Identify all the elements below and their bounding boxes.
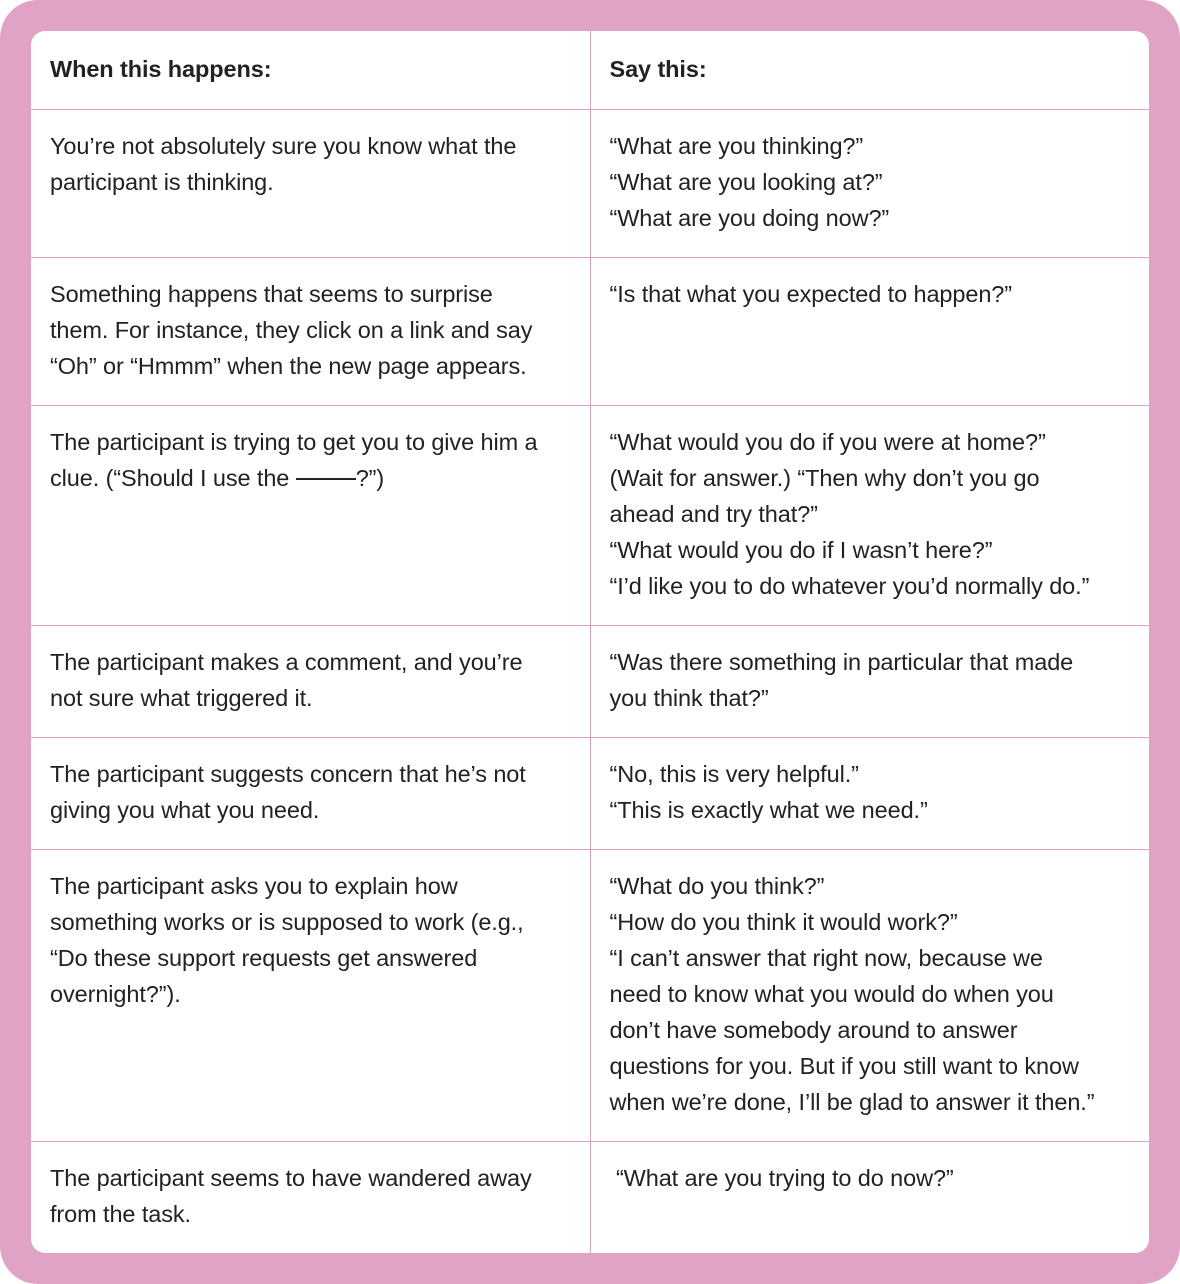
response-cell xyxy=(590,1141,1149,1253)
table-row xyxy=(31,257,1149,405)
response-line: “How do you think it would work?” xyxy=(609,908,958,935)
table-header-row xyxy=(31,31,1149,109)
situation-cell xyxy=(31,849,590,1141)
response-line: “I can’t answer that right now, because we xyxy=(609,944,1043,971)
situation-cell xyxy=(31,257,590,405)
situation-cell xyxy=(31,405,590,625)
situation-text: clue. (“Should I use the xyxy=(50,464,296,491)
response-line: you think that?” xyxy=(609,684,769,711)
situation-line: “Do these support requests get answered xyxy=(50,944,478,971)
response-line: need to know what you would do when you xyxy=(609,980,1054,1007)
situation-cell xyxy=(31,1141,590,1253)
response-line: questions for you. But if you still want to know xyxy=(609,1052,1079,1079)
response-line: “Is that what you expected to happen?” xyxy=(609,280,1012,307)
situation-line: giving you what you need. xyxy=(50,796,320,823)
table-card xyxy=(31,31,1149,1253)
situation-line: Something happens that seems to surprise xyxy=(50,280,493,307)
table-row xyxy=(31,625,1149,737)
header-say-this: Say this: xyxy=(609,56,707,82)
situation-line: not sure what triggered it. xyxy=(50,684,313,711)
situation-line: overnight?”). xyxy=(50,980,181,1007)
fill-in-blank xyxy=(296,478,356,480)
situation-cell xyxy=(31,737,590,849)
response-line: when we’re done, I’ll be glad to answer it then.” xyxy=(609,1088,1095,1115)
situation-text: ?”) xyxy=(355,464,385,491)
situation-line: The participant is trying to get you to give him a xyxy=(50,428,538,455)
situation-line xyxy=(50,460,572,496)
response-cell xyxy=(590,737,1149,849)
response-line: “What would you do if I wasn’t here?” xyxy=(609,536,993,563)
response-cell xyxy=(590,257,1149,405)
situation-line: The participant seems to have wandered away xyxy=(50,1164,532,1191)
response-cell xyxy=(590,405,1149,625)
response-cell xyxy=(590,849,1149,1141)
situation-line: You’re not absolutely sure you know what the xyxy=(50,132,517,159)
response-line: “What would you do if you were at home?” xyxy=(609,428,1046,455)
response-line: “What are you trying to do now?” xyxy=(609,1164,954,1191)
situation-cell xyxy=(31,109,590,257)
response-line: “What do you think?” xyxy=(609,872,825,899)
response-line: “What are you looking at?” xyxy=(609,168,883,195)
situation-line: from the task. xyxy=(50,1200,191,1227)
response-line: ahead and try that?” xyxy=(609,500,818,527)
table-row xyxy=(31,405,1149,625)
situation-line: something works or is supposed to work (e.g., xyxy=(50,908,524,935)
situation-line: “Oh” or “Hmmm” when the new page appears. xyxy=(50,352,527,379)
response-line: “What are you thinking?” xyxy=(609,132,864,159)
response-line: “No, this is very helpful.” xyxy=(609,760,859,787)
response-line: (Wait for answer.) “Then why don’t you go xyxy=(609,464,1040,491)
table-row xyxy=(31,1141,1149,1253)
table-row xyxy=(31,109,1149,257)
situation-line: participant is thinking. xyxy=(50,168,274,195)
situation-line: The participant asks you to explain how xyxy=(50,872,458,899)
response-line: don’t have somebody around to answer xyxy=(609,1016,1018,1043)
facilitation-table xyxy=(31,31,1149,1253)
response-line: “This is exactly what we need.” xyxy=(609,796,928,823)
situation-line: The participant makes a comment, and you’re xyxy=(50,648,523,675)
header-when-this-happens: When this happens: xyxy=(31,31,590,109)
table-row xyxy=(31,737,1149,849)
response-cell xyxy=(590,109,1149,257)
situation-line: The participant suggests concern that he’s not xyxy=(50,760,526,787)
situation-cell xyxy=(31,625,590,737)
response-cell xyxy=(590,625,1149,737)
response-line: “Was there something in particular that made xyxy=(609,648,1074,675)
table-row xyxy=(31,849,1149,1141)
response-line: “I’d like you to do whatever you’d normally do.” xyxy=(609,572,1090,599)
situation-line: them. For instance, they click on a link and say xyxy=(50,316,533,343)
response-line: “What are you doing now?” xyxy=(609,204,890,231)
